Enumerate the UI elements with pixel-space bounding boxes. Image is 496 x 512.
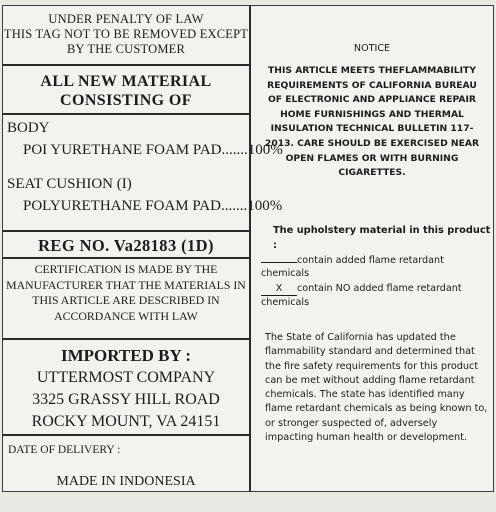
seat-item: POLYURETHANE FOAM PAD.......100% <box>23 198 283 214</box>
option-no-text: chemicals <box>261 297 310 308</box>
left-panel <box>3 6 283 491</box>
certification-line: ACCORDANCE WITH LAW <box>54 308 198 323</box>
option-added-text: chemicals <box>261 268 310 279</box>
divider <box>3 64 249 66</box>
divider <box>3 257 249 259</box>
penalty-line: UNDER PENALTY OF LAW <box>48 12 204 26</box>
new-material-heading <box>3 72 249 110</box>
certification-line: THIS ARTICLE ARE DESCRIBED IN <box>32 293 220 308</box>
importer-line: UTTERMOST COMPANY <box>36 369 216 386</box>
notice-line: OF ELECTRONIC AND APPLIANCE REPAIR <box>268 94 476 106</box>
notice-line: CIGARETTES. <box>338 167 406 179</box>
notice-line: REQUIREMENTS OF CALIFORNIA BUREAU <box>267 79 477 91</box>
importer-line: 3325 GRASSY HILL ROAD <box>32 391 220 408</box>
notice-line: 2013. CARE SHOULD BE EXERCISED NEAR <box>264 137 480 149</box>
reg-number: REG NO. Va28183 (1D) <box>38 236 214 255</box>
divider <box>3 230 249 232</box>
option-added-flame-retardant <box>261 252 444 280</box>
body-item: POI YURETHANE FOAM PAD.......100% <box>23 142 283 158</box>
notice-body <box>251 64 493 181</box>
law-tag <box>2 5 494 492</box>
option-added-text: contain added flame retardant <box>297 255 444 266</box>
state-line: impacting human health or development. <box>265 432 467 444</box>
state-line: the fire safety requirements for this product <box>265 360 479 372</box>
body-heading: BODY <box>7 120 50 136</box>
upholstery-label: The upholstery material in this product : <box>273 225 491 251</box>
notice-line: HOME FURNISHINGS AND THERMAL <box>280 108 464 120</box>
state-statement <box>265 331 487 445</box>
state-line: chemicals. The state has identified many <box>265 389 465 401</box>
option-no-flame-retardant <box>261 282 462 309</box>
importer-line: ROCKY MOUNT, VA 24151 <box>31 413 221 430</box>
country-of-origin: MADE IN INDONESIA <box>56 474 196 489</box>
state-line: or stronger suspected of, adversely <box>265 417 438 429</box>
right-panel <box>251 6 493 491</box>
body-section <box>3 119 283 160</box>
state-line: flammability standard and determined that <box>265 346 475 358</box>
certification-statement <box>3 262 249 324</box>
notice-line: THIS ARTICLE MEETS THEFLAMMABILITY <box>268 65 476 76</box>
checkbox-blank-line <box>261 252 297 263</box>
imported-by-label: IMPORTED BY : <box>60 346 192 365</box>
seat-heading: SEAT CUSHION (I) <box>7 176 132 192</box>
divider <box>3 113 249 115</box>
notice-line: OPEN FLAMES OR WITH BURNING <box>285 152 459 164</box>
checkbox-x-mark: X <box>261 282 297 296</box>
importer-address <box>3 367 249 433</box>
penalty-line: BY THE CUSTOMER <box>66 42 186 56</box>
seat-section <box>3 175 283 216</box>
date-of-delivery-label: DATE OF DELIVERY : <box>8 444 121 456</box>
state-line: can be met without adding flame retardant <box>265 374 475 386</box>
penalty-line: THIS TAG NOT TO BE REMOVED EXCEPT <box>3 27 249 41</box>
notice-line: INSULATION TECHNICAL BULLETIN 117- <box>270 123 474 135</box>
penalty-notice <box>3 12 249 57</box>
certification-line: CERTIFICATION IS MADE BY THE <box>34 262 218 276</box>
state-line: The State of California has updated the <box>265 332 456 343</box>
option-no-text: contain NO added flame retardant <box>297 283 462 294</box>
notice-title: NOTICE <box>353 43 391 54</box>
new-material-line: CONSISTING OF <box>60 92 192 109</box>
divider <box>3 338 249 340</box>
state-line: flame retardant chemicals as being known to, <box>265 403 488 415</box>
certification-line: MANUFACTURER THAT THE MATERIALS IN <box>6 277 246 292</box>
new-material-line: ALL NEW MATERIAL <box>40 73 212 90</box>
divider <box>3 434 249 436</box>
